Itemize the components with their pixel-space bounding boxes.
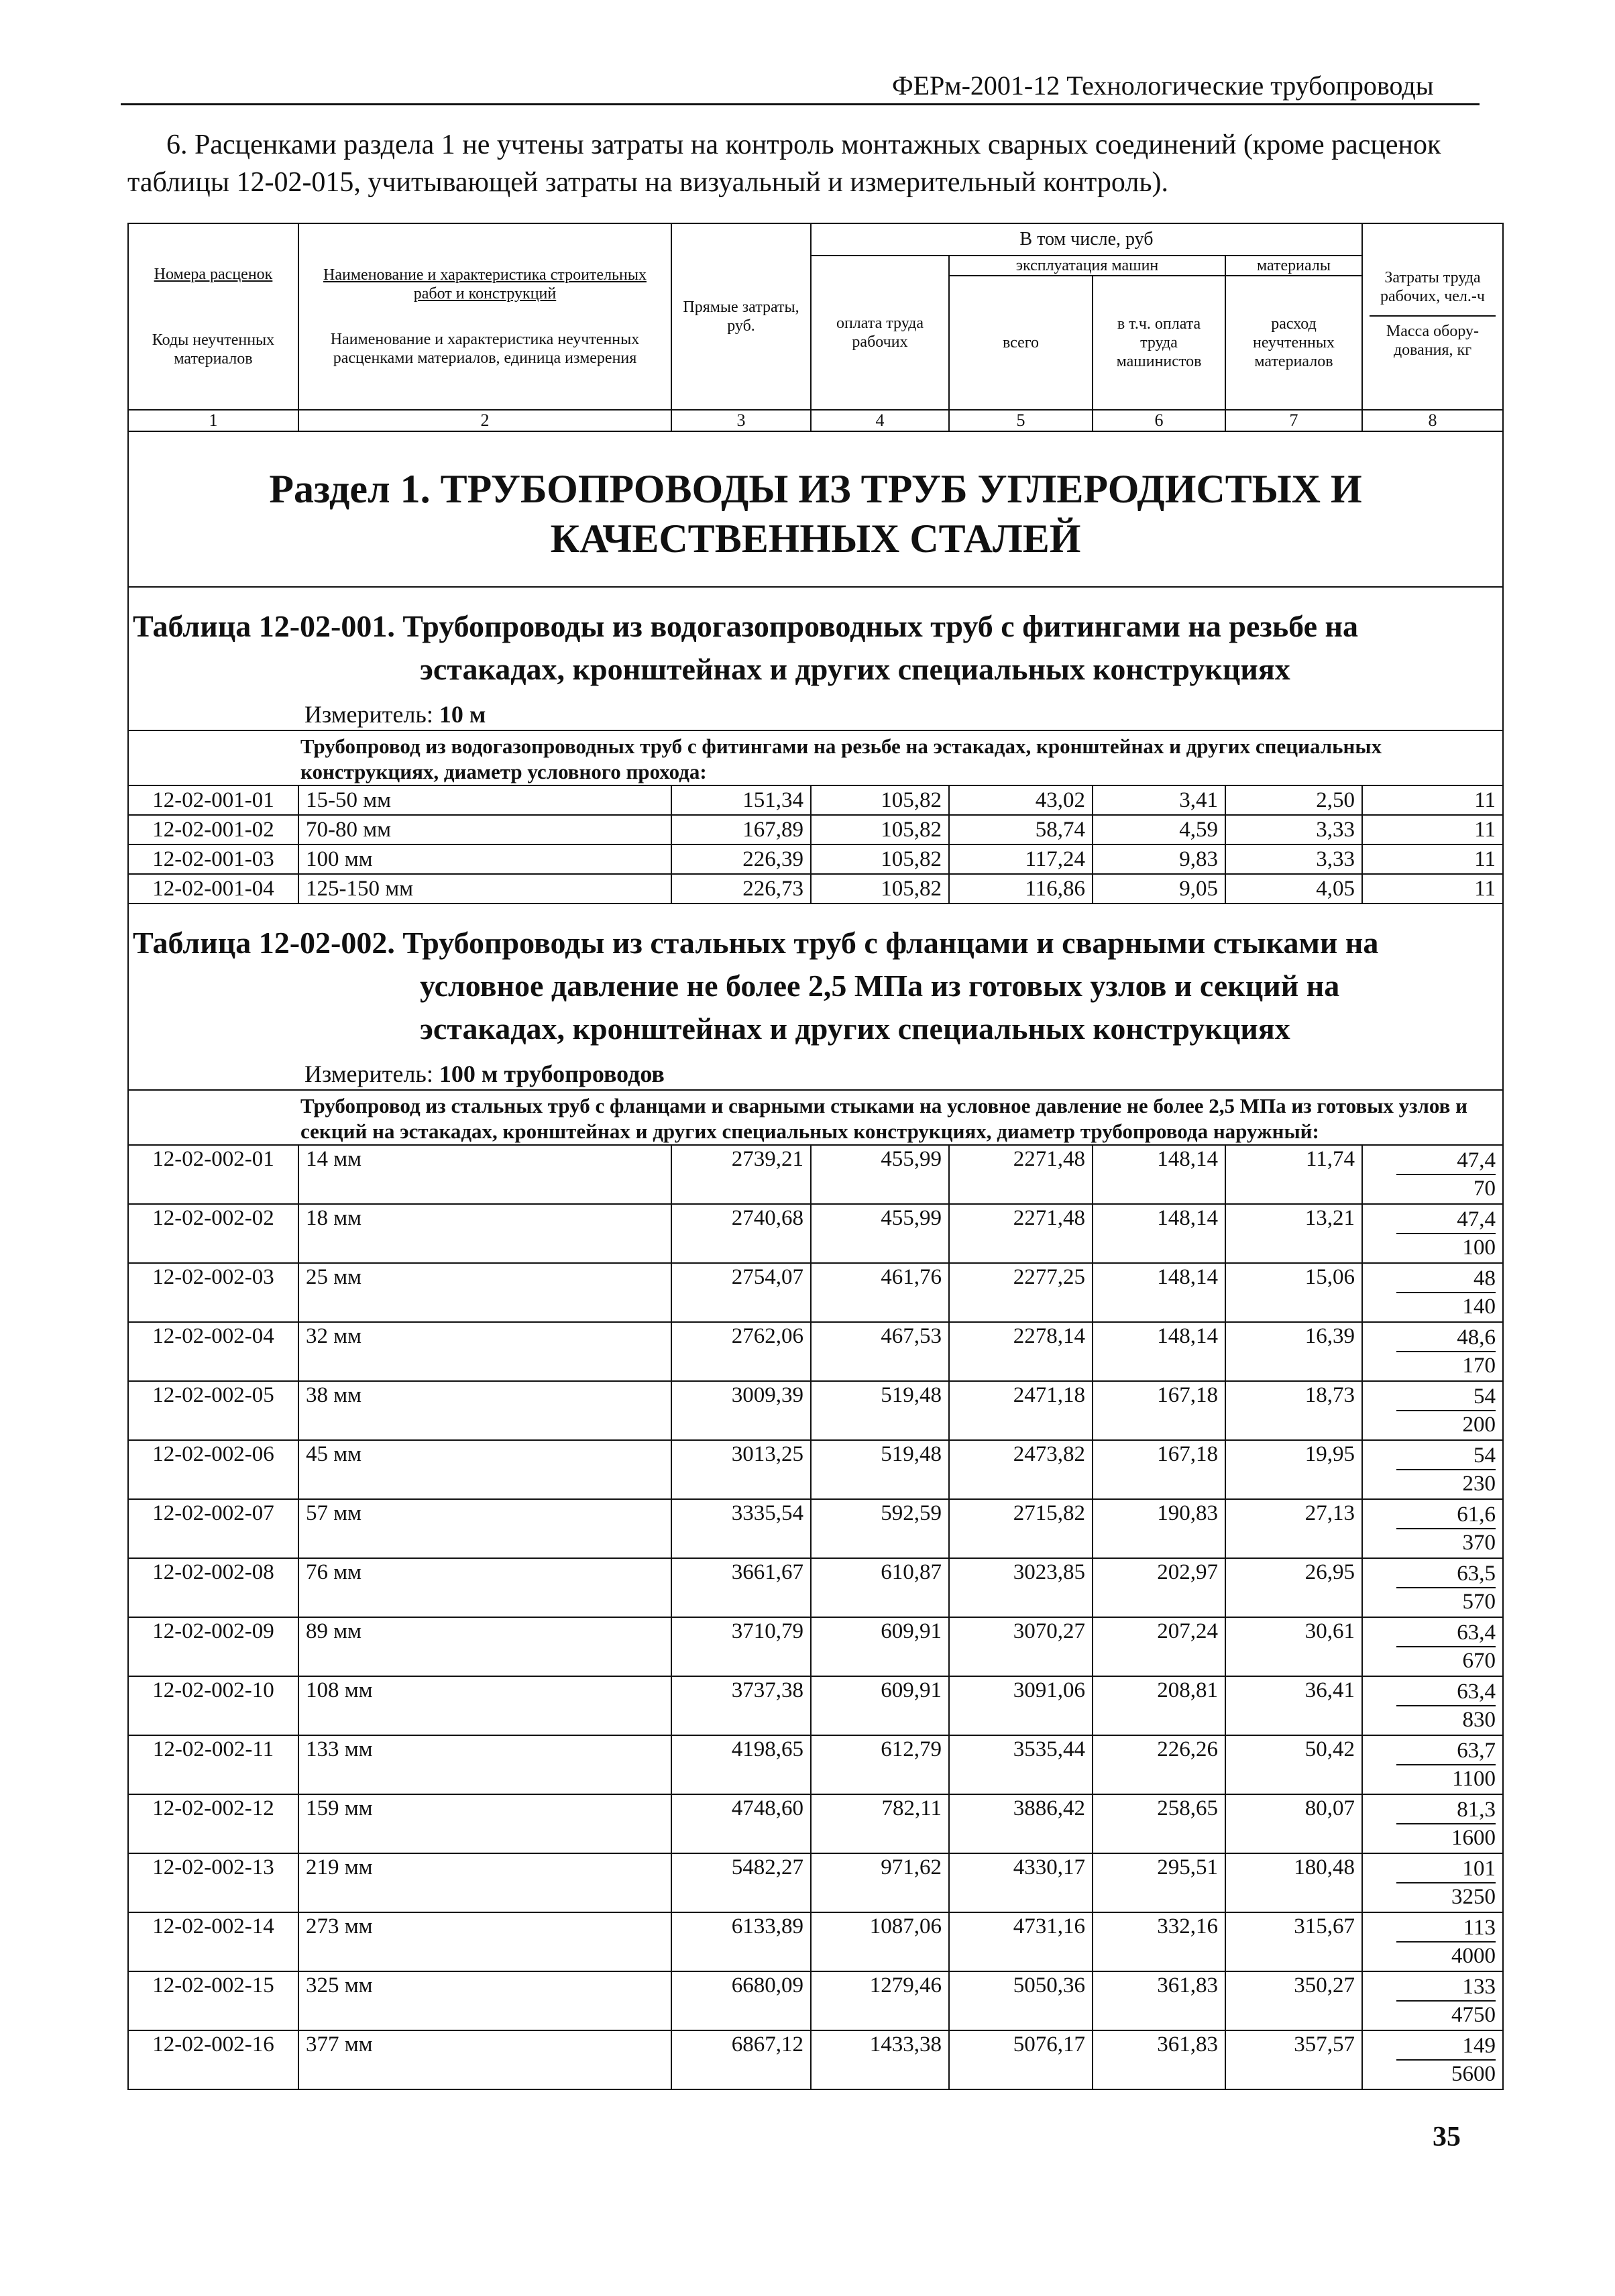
cell-direct-cost: 151,34: [671, 785, 811, 815]
labor-value: 48: [1396, 1265, 1496, 1293]
cell-labor: 11: [1362, 785, 1503, 815]
cell-materials-cost: 13,21: [1225, 1204, 1362, 1263]
section-title-line-1: Раздел 1. ТРУБОПРОВОДЫ ИЗ ТРУБ УГЛЕРОДИСТЫХ И: [269, 467, 1362, 511]
cell-operators-wages: 258,65: [1093, 1794, 1225, 1853]
header-machines: эксплуатация машин: [949, 256, 1225, 276]
header-labor-top: Затраты труда рабочих, чел.-ч: [1380, 269, 1485, 305]
table1-meter-value: 10 м: [439, 701, 486, 728]
cell-code: 12-02-002-04: [128, 1322, 298, 1381]
cell-name: 14 мм: [298, 1145, 671, 1204]
col-number-6: 6: [1093, 410, 1225, 431]
cell-wages: 105,82: [811, 815, 949, 844]
table-row: [128, 1558, 1503, 1617]
cell-materials-cost: 315,67: [1225, 1912, 1362, 1971]
note-paragraph: 6. Расценками раздела 1 не учтены затраты на контроль монтажных сварных соединений (кроме расценок таблицы 12-02-015, учитывающей затраты на визуальный и измерительный контроль).: [127, 129, 1441, 198]
cell-materials-cost: 50,42: [1225, 1735, 1362, 1794]
labor-value: 54: [1396, 1383, 1496, 1411]
cell-labor: [1362, 1794, 1503, 1853]
mass-value: 170: [1462, 1354, 1496, 1378]
mass-value: 1600: [1451, 1826, 1496, 1850]
cell-wages: 1087,06: [811, 1912, 949, 1971]
cell-code: 12-02-002-14: [128, 1912, 298, 1971]
cell-operators-wages: 208,81: [1093, 1676, 1225, 1735]
header-wages: оплата труда рабочих: [811, 256, 949, 410]
cell-code: 12-02-002-01: [128, 1145, 298, 1204]
labor-value: 133: [1396, 1973, 1496, 2002]
cell-name: 159 мм: [298, 1794, 671, 1853]
cell-operators-wages: 3,41: [1093, 785, 1225, 815]
cell-wages: 609,91: [811, 1676, 949, 1735]
col-number-5: 5: [949, 410, 1093, 431]
cell-machines-total: 3070,27: [949, 1617, 1093, 1676]
cell-wages: 455,99: [811, 1204, 949, 1263]
cell-wages: 467,53: [811, 1322, 949, 1381]
table-row: [128, 1263, 1503, 1322]
cell-wages: 519,48: [811, 1381, 949, 1440]
cell-labor: [1362, 1676, 1503, 1735]
cell-code: 12-02-002-10: [128, 1676, 298, 1735]
cell-labor: 11: [1362, 874, 1503, 904]
table-row: [128, 1322, 1503, 1381]
table-row: [128, 785, 1503, 815]
table1-title-line-2: эстакадах, кронштейнах и других специальных конструкциях: [420, 652, 1290, 686]
cell-wages: 105,82: [811, 785, 949, 815]
col-number-2: 2: [298, 410, 671, 431]
cell-operators-wages: 295,51: [1093, 1853, 1225, 1912]
cell-code: 12-02-002-08: [128, 1558, 298, 1617]
running-header: ФЕРм-2001-12 Технологические трубопроводы: [892, 70, 1434, 101]
table-row: [128, 1971, 1503, 2030]
cell-materials-cost: 3,33: [1225, 844, 1362, 874]
cell-machines-total: 5076,17: [949, 2030, 1093, 2089]
cell-materials-cost: 350,27: [1225, 1971, 1362, 2030]
header-materials: материалы: [1225, 256, 1362, 276]
cell-operators-wages: 167,18: [1093, 1381, 1225, 1440]
table-row: [128, 1204, 1503, 1263]
cell-materials-cost: 4,05: [1225, 874, 1362, 904]
cell-direct-cost: 3013,25: [671, 1440, 811, 1499]
header-name-top: Наименование и характеристика строительных работ и конструкций: [323, 266, 647, 303]
col-number-1: 1: [128, 410, 298, 431]
cell-code: 12-02-001-01: [128, 785, 298, 815]
table1-group-text: Трубопровод из водогазопроводных труб с фитингами на резьбе на эстакадах, кронштейнах и других специальных конструкциях, диаметр условного прохода:: [300, 734, 1382, 783]
cell-direct-cost: 2739,21: [671, 1145, 811, 1204]
cell-materials-cost: 3,33: [1225, 815, 1362, 844]
cell-direct-cost: 2762,06: [671, 1322, 811, 1381]
cell-wages: 455,99: [811, 1145, 949, 1204]
table2-meter-value: 100 м трубопроводов: [439, 1060, 665, 1087]
cell-labor: [1362, 2030, 1503, 2089]
cell-labor: 11: [1362, 815, 1503, 844]
col-number-7: 7: [1225, 410, 1362, 431]
table1-group-cell: [128, 730, 1503, 785]
cell-direct-cost: 2754,07: [671, 1263, 811, 1322]
cell-direct-cost: 226,39: [671, 844, 811, 874]
col-number-8: 8: [1362, 410, 1503, 431]
cell-code: 12-02-002-16: [128, 2030, 298, 2089]
table-row: [128, 844, 1503, 874]
table1-meter-cell: [128, 695, 1503, 730]
table1-meter: [128, 695, 1503, 730]
cell-materials-cost: 36,41: [1225, 1676, 1362, 1735]
table-row: [128, 815, 1503, 844]
cell-operators-wages: 167,18: [1093, 1440, 1225, 1499]
cell-direct-cost: 6867,12: [671, 2030, 811, 2089]
cell-materials-cost: 15,06: [1225, 1263, 1362, 1322]
header-in-total: В том числе, руб: [811, 223, 1362, 256]
mass-value: 570: [1462, 1590, 1496, 1614]
cell-direct-cost: 4748,60: [671, 1794, 811, 1853]
labor-value: 81,3: [1396, 1796, 1496, 1824]
header-name-bottom: Наименование и характеристика неучтенных расценками материалов, единица измерения: [330, 331, 640, 367]
labor-value: 54: [1396, 1442, 1496, 1470]
mass-value: 140: [1462, 1295, 1496, 1319]
table1-title-line-1: Таблица 12-02-001. Трубопроводы из водогазопроводных труб с фитингами на резьбе на: [133, 609, 1358, 643]
mass-value: 370: [1462, 1531, 1496, 1555]
table-row: [128, 874, 1503, 904]
labor-value: 48,6: [1396, 1324, 1496, 1352]
cell-name: 125-150 мм: [298, 874, 671, 904]
table-row: [128, 1440, 1503, 1499]
table1-title: [128, 587, 1503, 695]
table2-title-line-1: Таблица 12-02-002. Трубопроводы из стальных труб с фланцами и сварными стыками на: [133, 926, 1379, 960]
table-row: [128, 2030, 1503, 2089]
cell-direct-cost: 226,73: [671, 874, 811, 904]
cell-direct-cost: 6133,89: [671, 1912, 811, 1971]
cell-operators-wages: 207,24: [1093, 1617, 1225, 1676]
cell-name: 32 мм: [298, 1322, 671, 1381]
cell-machines-total: 2271,48: [949, 1145, 1093, 1204]
section-title-line-2: КАЧЕСТВЕННЫХ СТАЛЕЙ: [550, 516, 1081, 561]
col-number-4: 4: [811, 410, 949, 431]
cell-code: 12-02-002-07: [128, 1499, 298, 1558]
cell-operators-wages: 226,26: [1093, 1735, 1225, 1794]
cell-operators-wages: 148,14: [1093, 1322, 1225, 1381]
cell-wages: 610,87: [811, 1558, 949, 1617]
table1-meter-label: Измеритель:: [304, 701, 439, 728]
cell-machines-total: 116,86: [949, 874, 1093, 904]
cell-code: 12-02-001-03: [128, 844, 298, 874]
cell-materials-cost: 16,39: [1225, 1322, 1362, 1381]
mass-value: 4000: [1451, 1944, 1496, 1968]
table2-title: [128, 904, 1503, 1054]
cell-machines-total: 4731,16: [949, 1912, 1093, 1971]
cell-direct-cost: 3710,79: [671, 1617, 811, 1676]
cell-machines-total: 3023,85: [949, 1558, 1093, 1617]
column-numbers-row: [128, 410, 1503, 431]
cell-materials-cost: 80,07: [1225, 1794, 1362, 1853]
rates-table: [127, 223, 1504, 2090]
cell-materials-cost: 30,61: [1225, 1617, 1362, 1676]
section-title-row: [128, 431, 1503, 587]
cell-labor: 11: [1362, 844, 1503, 874]
cell-name: 133 мм: [298, 1735, 671, 1794]
cell-name: 377 мм: [298, 2030, 671, 2089]
table2-title-line-3: эстакадах, кронштейнах и других специальных конструкциях: [420, 1012, 1290, 1046]
cell-machines-total: 43,02: [949, 785, 1093, 815]
cell-direct-cost: 167,89: [671, 815, 811, 844]
cell-code: 12-02-002-09: [128, 1617, 298, 1676]
table2-group-cell: [128, 1090, 1503, 1145]
mass-value: 670: [1462, 1649, 1496, 1673]
table-row: [128, 1853, 1503, 1912]
labor-value: 113: [1396, 1914, 1496, 1943]
cell-machines-total: 2271,48: [949, 1204, 1093, 1263]
header-code-bottom: Коды неучтенных материалов: [152, 331, 275, 368]
labor-value: 63,4: [1396, 1619, 1496, 1647]
cell-labor: [1362, 1971, 1503, 2030]
cell-machines-total: 3535,44: [949, 1735, 1093, 1794]
mass-value: 830: [1462, 1708, 1496, 1732]
mass-value: 3250: [1451, 1885, 1496, 1909]
mass-value: 100: [1462, 1236, 1496, 1260]
cell-code: 12-02-002-12: [128, 1794, 298, 1853]
cell-direct-cost: 3661,67: [671, 1558, 811, 1617]
cell-labor: [1362, 1440, 1503, 1499]
header-labor: [1362, 223, 1503, 410]
cell-operators-wages: 9,83: [1093, 844, 1225, 874]
cell-code: 12-02-002-15: [128, 1971, 298, 2030]
cell-materials-cost: 2,50: [1225, 785, 1362, 815]
cell-machines-total: 2278,14: [949, 1322, 1093, 1381]
cell-code: 12-02-001-02: [128, 815, 298, 844]
table-row: [128, 1617, 1503, 1676]
cell-name: 15-50 мм: [298, 785, 671, 815]
cell-wages: 1279,46: [811, 1971, 949, 2030]
table1-title-cell: [128, 587, 1503, 695]
page-number: 35: [1433, 2122, 1461, 2152]
cell-name: 70-80 мм: [298, 815, 671, 844]
cell-operators-wages: 361,83: [1093, 1971, 1225, 2030]
table2-meter: [128, 1054, 1503, 1090]
cell-wages: 782,11: [811, 1794, 949, 1853]
labor-value: 61,6: [1396, 1501, 1496, 1529]
cell-name: 108 мм: [298, 1676, 671, 1735]
cell-code: 12-02-002-03: [128, 1263, 298, 1322]
cell-wages: 612,79: [811, 1735, 949, 1794]
cell-operators-wages: 202,97: [1093, 1558, 1225, 1617]
cell-materials-cost: 180,48: [1225, 1853, 1362, 1912]
cell-machines-total: 58,74: [949, 815, 1093, 844]
cell-code: 12-02-002-02: [128, 1204, 298, 1263]
cell-labor: [1362, 1558, 1503, 1617]
cell-name: 25 мм: [298, 1263, 671, 1322]
cell-machines-total: 2715,82: [949, 1499, 1093, 1558]
cell-name: 325 мм: [298, 1971, 671, 2030]
cell-labor: [1362, 1617, 1503, 1676]
table-row: [128, 1145, 1503, 1204]
cell-labor: [1362, 1499, 1503, 1558]
mass-value: 230: [1462, 1472, 1496, 1496]
cell-wages: 519,48: [811, 1440, 949, 1499]
cell-direct-cost: 3737,38: [671, 1676, 811, 1735]
cell-name: 38 мм: [298, 1381, 671, 1440]
labor-value: 149: [1396, 2032, 1496, 2061]
table-row: [128, 1794, 1503, 1853]
table2-group: [128, 1090, 1503, 1145]
mass-value: 70: [1473, 1177, 1496, 1201]
cell-machines-total: 3091,06: [949, 1676, 1093, 1735]
cell-code: 12-02-002-11: [128, 1735, 298, 1794]
cell-operators-wages: 148,14: [1093, 1145, 1225, 1204]
cell-machines-total: 5050,36: [949, 1971, 1093, 2030]
labor-value: 63,7: [1396, 1737, 1496, 1765]
cell-wages: 105,82: [811, 844, 949, 874]
cell-name: 273 мм: [298, 1912, 671, 1971]
cell-labor: [1362, 1263, 1503, 1322]
table2-title-line-2: условное давление не более 2,5 МПа из готовых узлов и секций на: [420, 969, 1340, 1003]
table-body: [128, 223, 1503, 2089]
header-direct: Прямые затраты, руб.: [671, 223, 811, 410]
section-title: [128, 431, 1503, 587]
table2-meter-label: Измеритель:: [304, 1060, 439, 1087]
table-row: [128, 1499, 1503, 1558]
cell-direct-cost: 3009,39: [671, 1381, 811, 1440]
cell-materials-cost: 26,95: [1225, 1558, 1362, 1617]
cell-labor: [1362, 1145, 1503, 1204]
cell-materials-cost: 11,74: [1225, 1145, 1362, 1204]
cell-code: 12-02-002-05: [128, 1381, 298, 1440]
cell-wages: 461,76: [811, 1263, 949, 1322]
cell-materials-cost: 27,13: [1225, 1499, 1362, 1558]
table-row: [128, 1735, 1503, 1794]
cell-operators-wages: 4,59: [1093, 815, 1225, 844]
mass-value: 4750: [1451, 2003, 1496, 2027]
cell-operators-wages: 148,14: [1093, 1204, 1225, 1263]
cell-operators-wages: 190,83: [1093, 1499, 1225, 1558]
header-rule: [121, 103, 1480, 105]
cell-machines-total: 117,24: [949, 844, 1093, 874]
cell-labor: [1362, 1912, 1503, 1971]
cell-machines-total: 3886,42: [949, 1794, 1093, 1853]
cell-machines-total: 2473,82: [949, 1440, 1093, 1499]
cell-operators-wages: 9,05: [1093, 874, 1225, 904]
cell-materials-cost: 357,57: [1225, 2030, 1362, 2089]
labor-value: 63,5: [1396, 1560, 1496, 1588]
cell-direct-cost: 2740,68: [671, 1204, 811, 1263]
cell-wages: 105,82: [811, 874, 949, 904]
cell-name: 100 мм: [298, 844, 671, 874]
cell-materials-cost: 19,95: [1225, 1440, 1362, 1499]
header-name: [298, 223, 671, 410]
cell-code: 12-02-002-06: [128, 1440, 298, 1499]
cell-labor: [1362, 1204, 1503, 1263]
cell-code: 12-02-001-04: [128, 874, 298, 904]
cell-name: 219 мм: [298, 1853, 671, 1912]
labor-value: 63,4: [1396, 1678, 1496, 1706]
table2-meter-cell: [128, 1054, 1503, 1090]
table-row: [128, 1912, 1503, 1971]
table-row: [128, 1381, 1503, 1440]
header-row-1: [128, 223, 1503, 256]
table2-title-cell: [128, 904, 1503, 1054]
cell-direct-cost: 4198,65: [671, 1735, 811, 1794]
cell-wages: 971,62: [811, 1853, 949, 1912]
cell-wages: 609,91: [811, 1617, 949, 1676]
cell-machines-total: 2471,18: [949, 1381, 1093, 1440]
cell-direct-cost: 6680,09: [671, 1971, 811, 2030]
cell-machines-total: 4330,17: [949, 1853, 1093, 1912]
mass-value: 5600: [1451, 2062, 1496, 2086]
header-machines-total: всего: [949, 276, 1093, 410]
header-code: [128, 223, 298, 410]
table-row: [128, 1676, 1503, 1735]
labor-value: 47,4: [1396, 1147, 1496, 1175]
cell-labor: [1362, 1735, 1503, 1794]
cell-labor: [1362, 1853, 1503, 1912]
mass-value: 200: [1462, 1413, 1496, 1437]
header-materials-use: расход неучтенных материалов: [1225, 276, 1362, 410]
mass-value: 1100: [1452, 1767, 1496, 1791]
cell-materials-cost: 18,73: [1225, 1381, 1362, 1440]
cell-operators-wages: 332,16: [1093, 1912, 1225, 1971]
labor-value: 101: [1396, 1855, 1496, 1883]
header-operators: в т.ч. оплата труда машинистов: [1093, 276, 1225, 410]
cell-wages: 1433,38: [811, 2030, 949, 2089]
cell-operators-wages: 361,83: [1093, 2030, 1225, 2089]
cell-name: 45 мм: [298, 1440, 671, 1499]
cell-direct-cost: 3335,54: [671, 1499, 811, 1558]
cell-name: 89 мм: [298, 1617, 671, 1676]
table1-group: [128, 730, 1503, 785]
cell-wages: 592,59: [811, 1499, 949, 1558]
cell-direct-cost: 5482,27: [671, 1853, 811, 1912]
header-code-top: Номера расценок: [154, 266, 273, 283]
cell-machines-total: 2277,25: [949, 1263, 1093, 1322]
header-mass: Масса обору-дования, кг: [1370, 315, 1496, 360]
labor-value: 47,4: [1396, 1206, 1496, 1234]
cell-code: 12-02-002-13: [128, 1853, 298, 1912]
cell-name: 57 мм: [298, 1499, 671, 1558]
cell-name: 76 мм: [298, 1558, 671, 1617]
cell-labor: [1362, 1381, 1503, 1440]
cell-name: 18 мм: [298, 1204, 671, 1263]
table2-group-text: Трубопровод из стальных труб с фланцами и сварными стыками на условное давление не более 2,5 МПа из готовых узлов и секций на эстакадах, кронштейнах и других специальных конструкциях, диаметр трубопровода наружный:: [300, 1094, 1467, 1143]
cell-operators-wages: 148,14: [1093, 1263, 1225, 1322]
cell-labor: [1362, 1322, 1503, 1381]
col-number-3: 3: [671, 410, 811, 431]
